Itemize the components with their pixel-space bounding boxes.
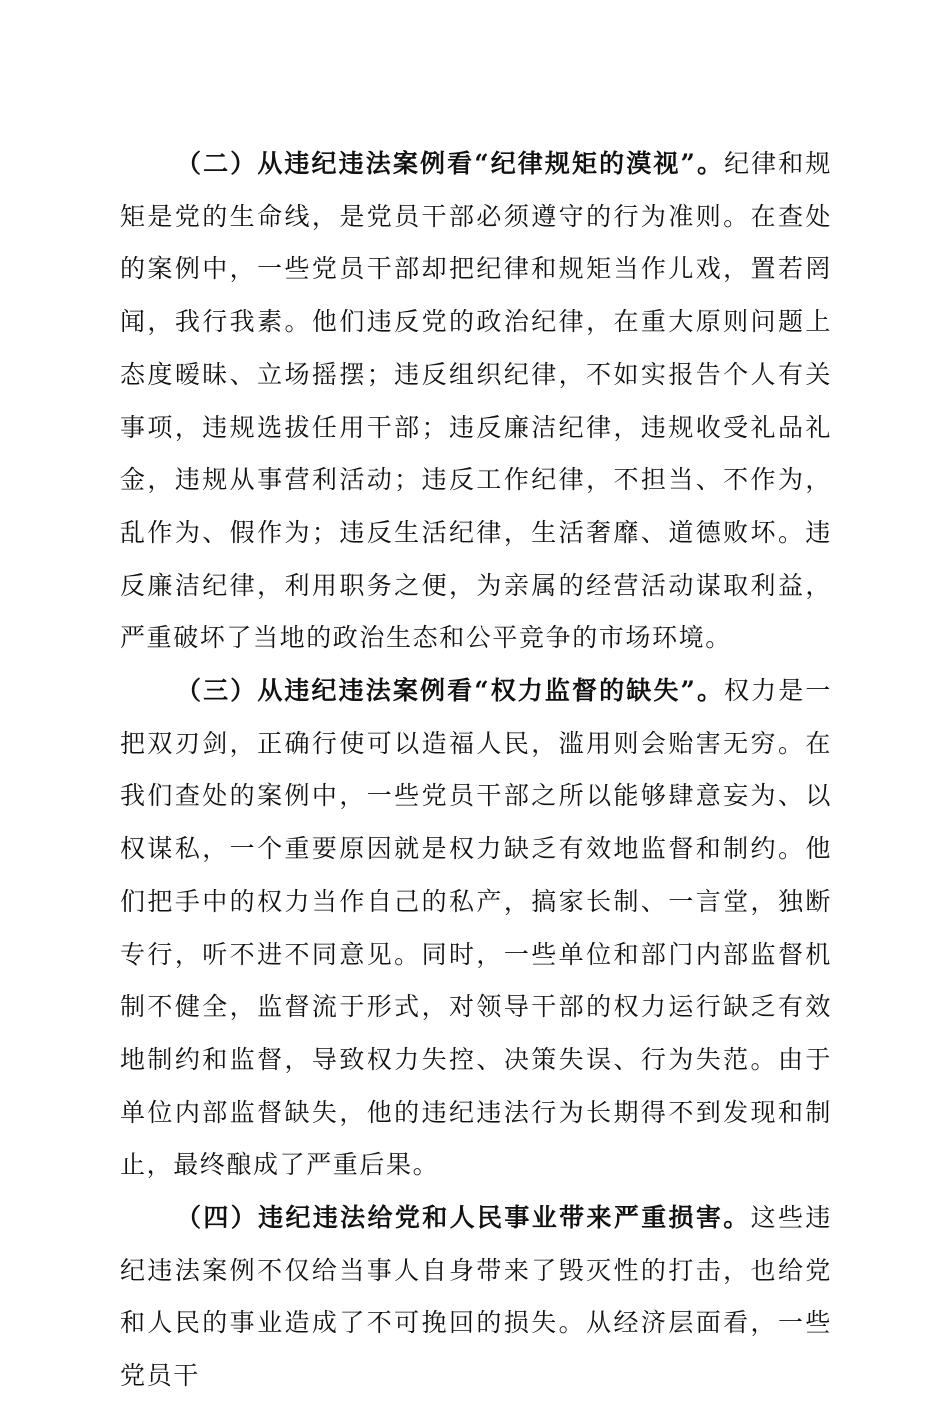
paragraph-3 [120, 665, 832, 1192]
paragraph-4 [120, 1192, 832, 1403]
paragraph-2-heading: （二）从违纪违法案例看“纪律规矩的漠视”。 [176, 149, 725, 178]
paragraph-4-heading: （四）违纪违法给党和人民事业带来严重损害。 [176, 1203, 751, 1233]
paragraph-3-text: 权力是一把双刃剑，正确行使可以造福人民，滥用则会贻害无穷。在我们查处的案例中，一些党员干部之所以能够肆意妄为、以权谋私，一个重要原因就是权力缺乏有效地监督和制约。他们把手中的权力当作自己的私产，搞家长制、一言堂，独断专行，听不进不同意见。同时，一些单位和部门内部监督机制不健全，监督流于形式，对领导干部的权力运行缺乏有效地制约和监督，导致权力失控、决策失误、行为失范。由于单位内部监督缺失，他的违纪违法行为长期得不到发现和制止，最终酿成了严重后果。 [120, 676, 832, 1180]
document-body [120, 138, 832, 1403]
paragraph-2-text: 纪律和规矩是党的生命线，是党员干部必须遵守的行为准则。在查处的案例中，一些党员干部却把纪律和规矩当作儿戏，置若罔闻，我行我素。他们违反党的政治纪律，在重大原则问题上态度暧昧、立场摇摆；违反组织纪律，不如实报告个人有关事项，违规选拔任用干部；违反廉洁纪律，违规收受礼品礼金，违规从事营利活动；违反工作纪律，不担当、不作为，乱作为、假作为；违反生活纪律，生活奢靡、道德败坏。违反廉洁纪律，利用职务之便，为亲属的经营活动谋取利益，严重破坏了当地的政治生态和公平竞争的市场环境。 [120, 149, 832, 653]
paragraph-3-heading: （三）从违纪违法案例看“权力监督的缺失”。 [176, 676, 725, 706]
paragraph-4-text: 这些违纪违法案例不仅给当事人自身带来了毁灭性的打击，也给党和人民的事业造成了不可挽回的损失。从经济层面看，一些党员干 [120, 1203, 832, 1391]
paragraph-2 [120, 138, 832, 665]
